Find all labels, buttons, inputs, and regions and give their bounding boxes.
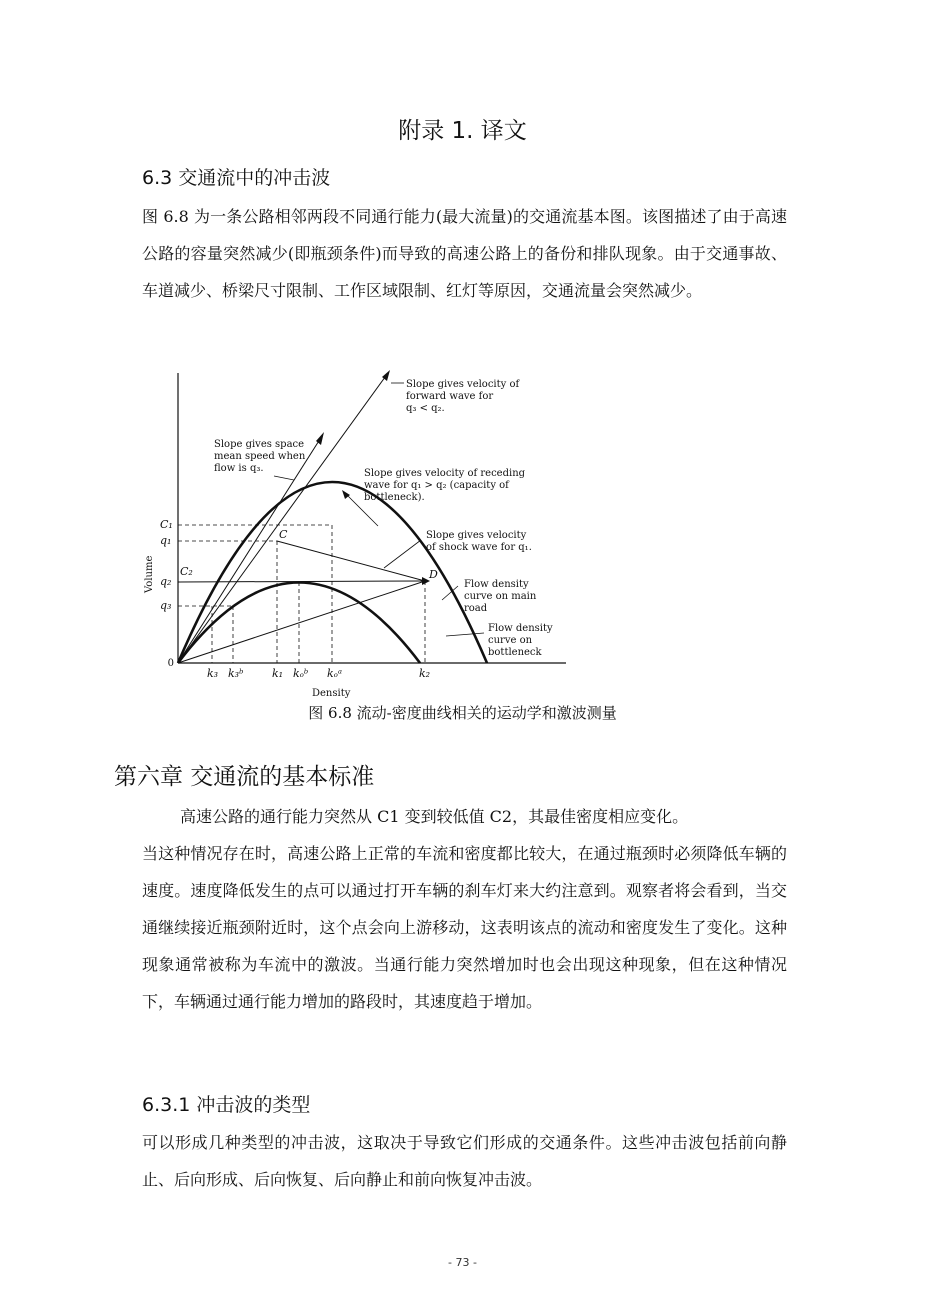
page-number: - 73 -	[448, 1256, 477, 1269]
chapter-paragraph-1: 高速公路的通行能力突然从 C1 变到较低值 C2，其最佳密度相应变化。	[180, 807, 689, 826]
annotation-shock-wave	[384, 530, 532, 568]
dashed-guides	[178, 525, 425, 663]
forward-wave-line	[178, 373, 388, 663]
figure-6-8	[146, 368, 586, 700]
annotation-space-mean-speed	[214, 439, 306, 480]
svg-text:bottleneck: bottleneck	[488, 647, 542, 658]
section-heading-6-3-1: 6.3.1 冲击波的类型	[142, 1094, 311, 1116]
x-label-koa: kₒᵃ	[327, 667, 343, 680]
svg-text:curve on: curve on	[488, 635, 533, 646]
y-label-q1: q₁	[160, 534, 172, 547]
x-label-k1: k₁	[272, 667, 284, 680]
q2-line	[178, 581, 422, 582]
annotation-bottleneck-curve	[446, 623, 553, 658]
svg-text:Flow density: Flow density	[464, 579, 529, 590]
chapter-paragraph-2: 当这种情况存在时，高速公路上正常的车流和密度都比较大，在通过瓶颈时必须降低车辆的速度。速度降低发生的点可以通过打开车辆的刹车灯来大约注意到。观察者将会看到，当交通继续接近瓶颈附近时，这个点会向上游移动，这表明该点的流动和密度发生了变化。这种现象通常被称为车流中的激波。当通行能力突然增加时也会出现这种现象，但在这种情况下，车辆通过通行能力增加的路段时，其速度趋于增加。	[142, 844, 787, 1011]
chapter-heading: 第六章 交通流的基本标准	[114, 764, 375, 790]
y-label-q3: q₃	[160, 599, 172, 612]
svg-text:road: road	[464, 603, 488, 614]
svg-text:Slope gives velocity of: Slope gives velocity of	[406, 379, 520, 390]
section-6-3-paragraph: 图 6.8 为一条公路相邻两段不同通行能力(最大流量)的交通流基本图。该图描述了由于高速公路的容量突然减少(即瓶颈条件)而导致的高速公路上的备份和排队现象。由于交通事故、车道减少、桥梁尺寸限制、工作区域限制、红灯等原因，交通流量会突然减少。	[142, 207, 787, 300]
figure-caption: 图 6.8 流动-密度曲线相关的运动学和激波测量	[308, 704, 617, 722]
shock-wave-line	[277, 541, 425, 581]
x-label-k3: k₃	[207, 667, 219, 680]
x-label-k2: k₂	[419, 667, 431, 680]
svg-text:curve on main: curve on main	[464, 591, 537, 602]
svg-text:wave for q₁ > q₂ (capacity of: wave for q₁ > q₂ (capacity of	[364, 480, 509, 491]
svg-text:q₃ < q₂.: q₃ < q₂.	[406, 403, 445, 414]
flow-density-diagram	[146, 368, 586, 700]
x-label-k3b: k₃ᵇ	[228, 667, 244, 680]
svg-text:mean speed when: mean speed when	[214, 451, 306, 462]
y-axis-label: Volume	[144, 555, 155, 593]
annotation-forward-wave	[391, 379, 520, 414]
y-label-c1: C₁	[160, 518, 173, 531]
y-label-q2: q₂	[160, 575, 172, 588]
svg-text:Slope gives velocity of recedi: Slope gives velocity of receding	[364, 468, 526, 479]
point-d-label: D	[429, 568, 438, 581]
page-title: 附录 1. 译文	[398, 118, 527, 144]
svg-text:flow is q₃.: flow is q₃.	[214, 463, 264, 474]
annotation-receding-wave	[342, 468, 526, 526]
svg-text:Flow density: Flow density	[488, 623, 553, 634]
svg-text:bottleneck).: bottleneck).	[364, 492, 425, 503]
point-c-label: C	[279, 528, 288, 541]
svg-text:forward wave for: forward wave for	[406, 391, 494, 402]
main-road-curve	[178, 482, 487, 663]
x-label-kob: kₒᵇ	[293, 667, 309, 680]
svg-text:Slope gives space: Slope gives space	[214, 439, 305, 450]
svg-text:Slope gives velocity: Slope gives velocity	[426, 530, 527, 541]
section-6-3-1-paragraph: 可以形成几种类型的冲击波，这取决于导致它们形成的交通条件。这些冲击波包括前向静止、后向形成、后向恢复、后向静止和前向恢复冲击波。	[142, 1133, 787, 1189]
origin-label: 0	[167, 658, 174, 669]
y-label-c2: C₂	[180, 565, 193, 578]
x-axis-label: Density	[312, 688, 351, 699]
svg-text:of shock wave for q₁.: of shock wave for q₁.	[426, 542, 532, 553]
section-heading-6-3: 6.3 交通流中的冲击波	[142, 167, 331, 189]
